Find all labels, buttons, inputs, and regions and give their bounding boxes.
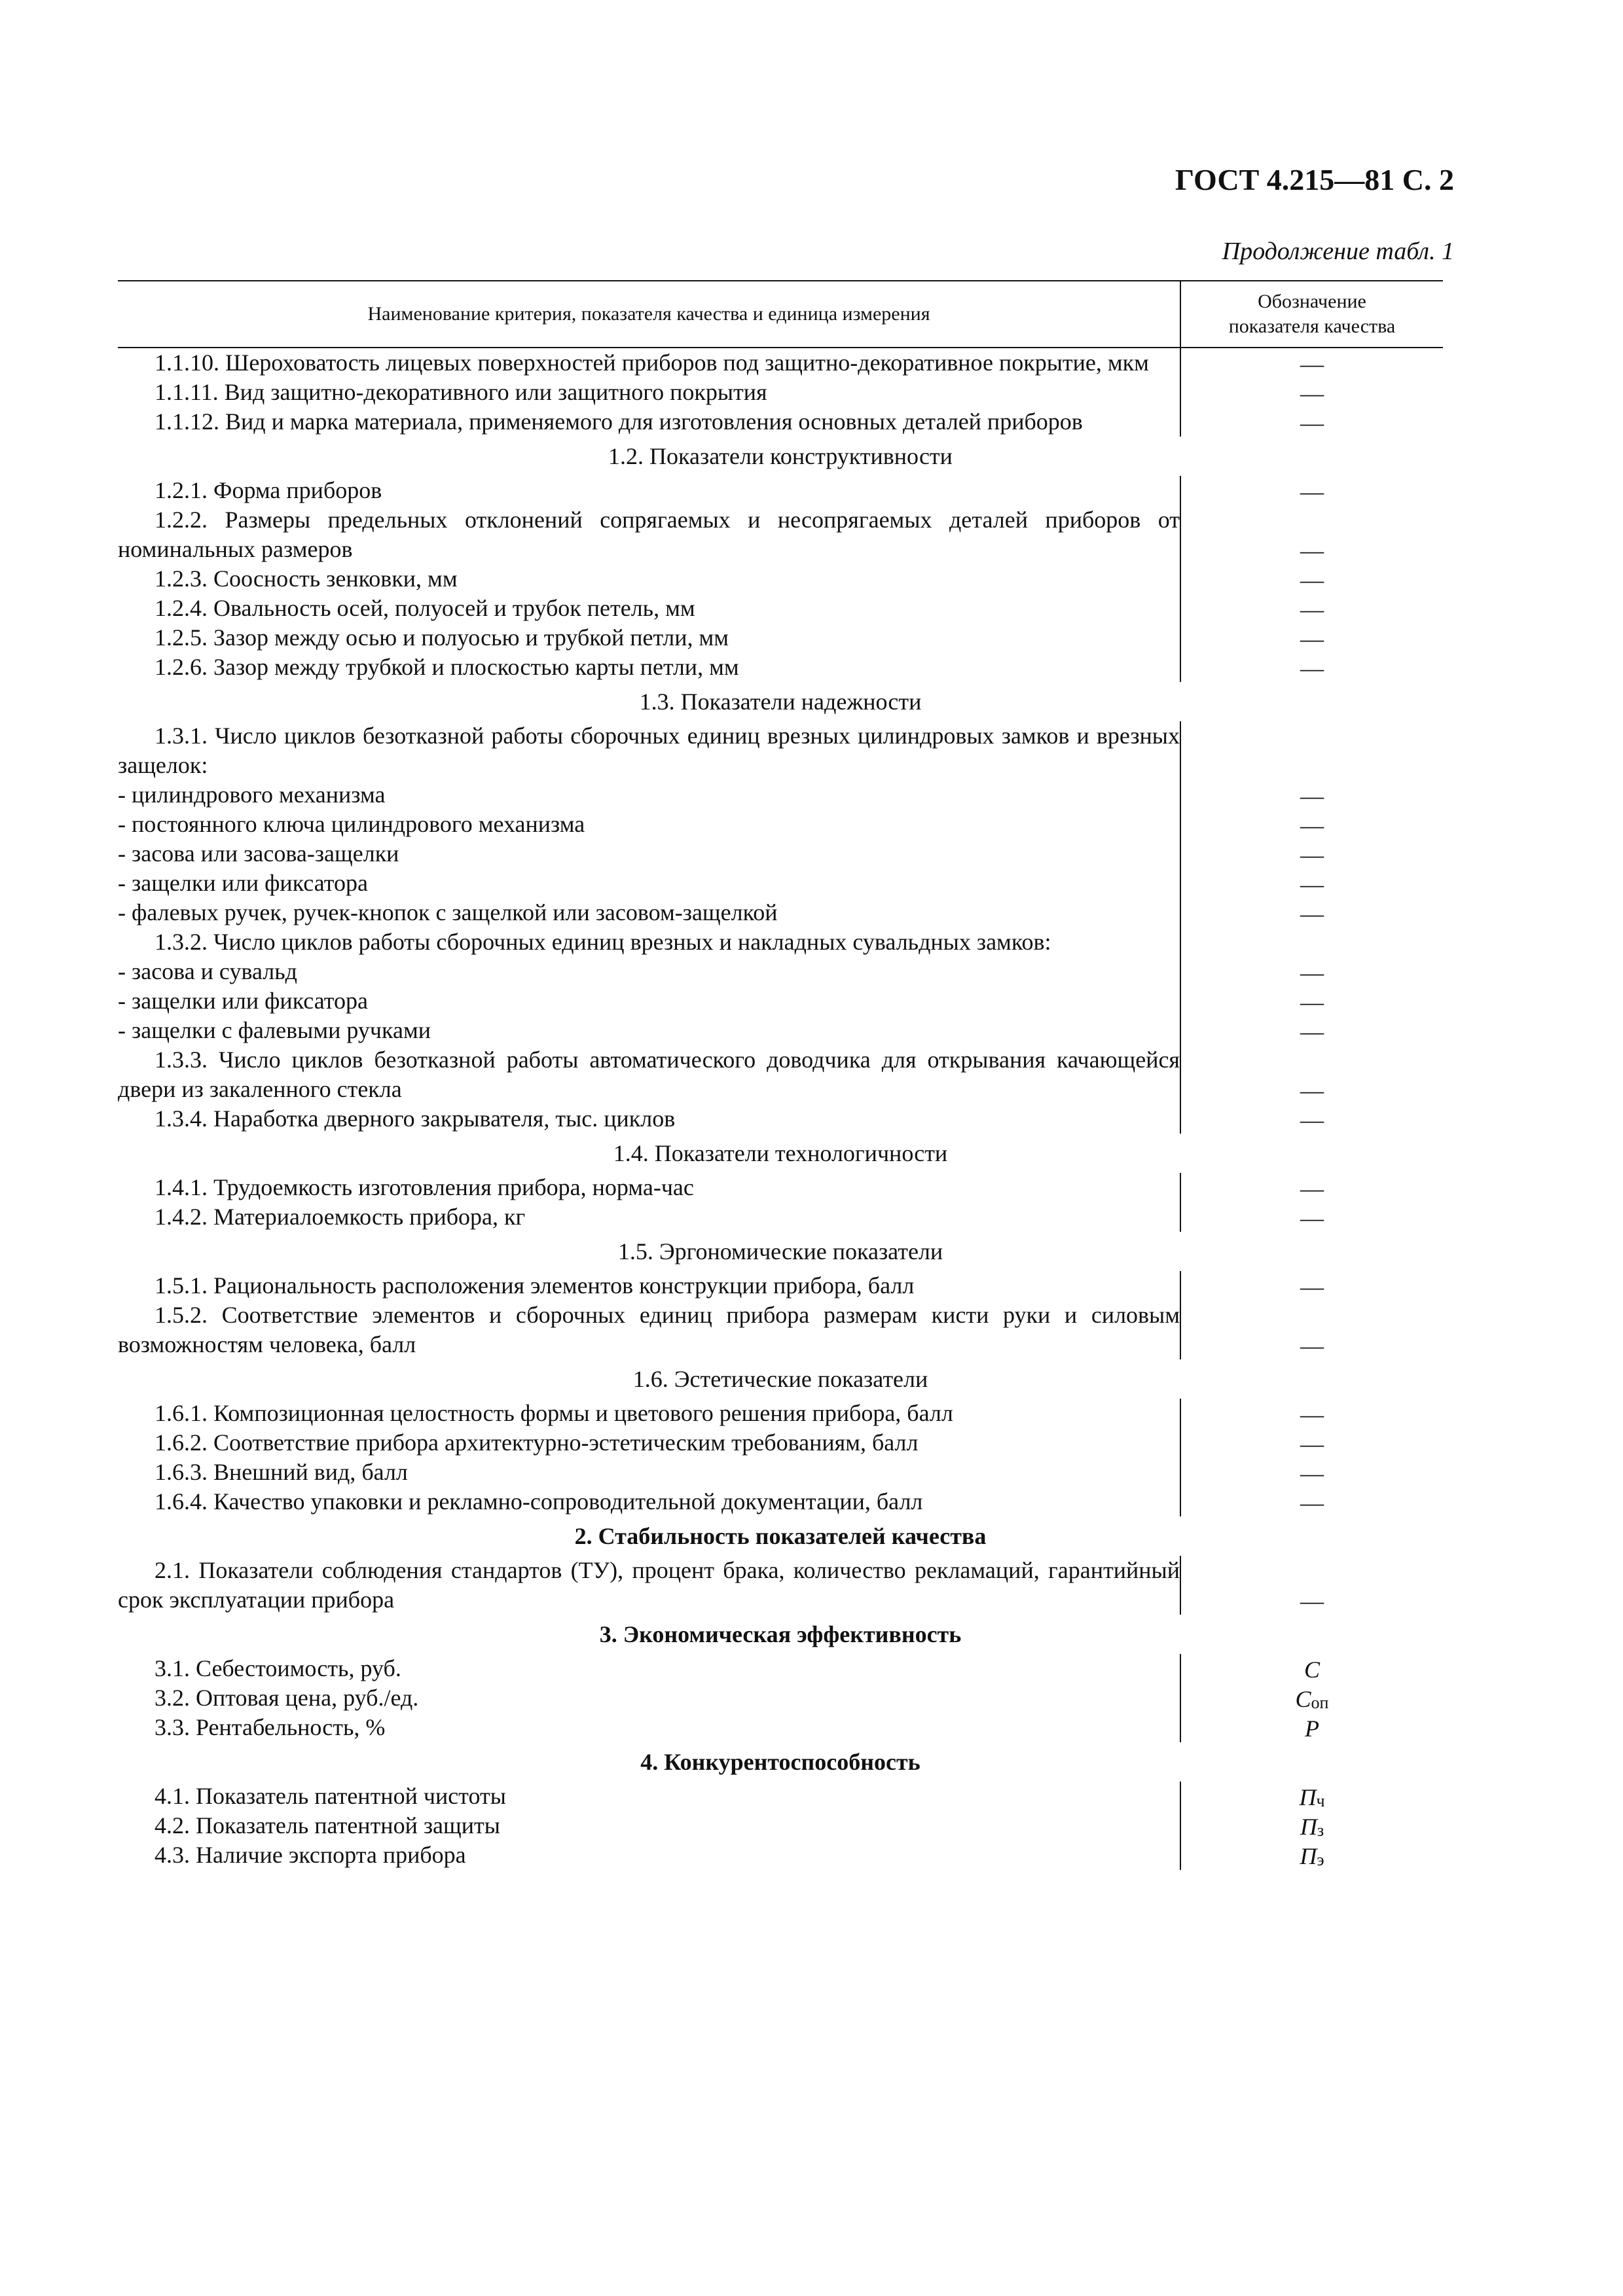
column-header-code-line2: показателя качества <box>1228 315 1396 337</box>
indicator-name: 1.1.12. Вид и марка материала, применяемого для изготовления основных деталей приборов <box>155 408 1083 435</box>
indicator-name: 4.3. Наличие экспорта прибора <box>155 1842 466 1868</box>
section-title: 1.6. Эстетические показатели <box>632 1366 928 1392</box>
indicator-code <box>1180 1683 1443 1713</box>
indicator-name: 1.1.10. Шероховатость лицевых поверхностей приборов под защитно-декоративное покрытие, мкм <box>155 350 1149 376</box>
indicator-name: 4.1. Показатель патентной чистоты <box>155 1783 506 1809</box>
indicator-code-symbol: — <box>1300 1490 1324 1516</box>
indicator-code <box>1180 1271 1443 1300</box>
indicator-name: - засова или засова-защелки <box>118 840 399 867</box>
table-row <box>118 1458 1443 1487</box>
indicator-code <box>1180 1300 1443 1359</box>
continuation-label: Продолжение табл. 1 <box>1222 238 1454 265</box>
section-block <box>118 1782 1443 1870</box>
table-row <box>118 1202 1443 1232</box>
table-row <box>118 1104 1443 1134</box>
section-title: 1.4. Показатели технологичности <box>613 1140 948 1166</box>
indicator-code-symbol: — <box>1300 537 1324 564</box>
indicator-code <box>1180 378 1443 407</box>
indicator-code <box>1180 957 1443 986</box>
indicator-name: 1.5.1. Рациональность расположения элементов конструкции прибора, балл <box>155 1272 915 1299</box>
table-row <box>118 1428 1443 1458</box>
indicator-name: 1.2.2. Размеры предельных отклонений сопрягаемых и несопрягаемых деталей приборов от номинальных размеров <box>118 507 1180 562</box>
indicator-name: 1.6.2. Соответствие прибора архитектурно-эстетическим требованиям, балл <box>155 1429 919 1456</box>
indicator-code <box>1180 869 1443 898</box>
indicator-code <box>1180 623 1443 653</box>
indicator-code <box>1180 1713 1443 1742</box>
indicator-code-symbol: — <box>1300 842 1324 868</box>
indicator-code-symbol: П <box>1299 1784 1317 1810</box>
indicator-code-symbol: — <box>1300 1107 1324 1133</box>
indicator-name: - цилиндрового механизма <box>118 781 386 808</box>
indicator-name: 1.1.11. Вид защитно-декоративного или защитного покрытия <box>155 379 767 405</box>
indicator-code-symbol: C <box>1304 1657 1320 1683</box>
indicator-code-symbol: C <box>1295 1686 1311 1712</box>
indicator-code <box>1180 839 1443 869</box>
indicator-code <box>1180 1045 1443 1104</box>
indicator-name: 1.2.3. Соосность зенковки, мм <box>155 565 458 592</box>
table-row <box>118 623 1443 653</box>
indicator-code-symbol: — <box>1300 812 1324 838</box>
section-block <box>118 1173 1443 1232</box>
indicator-name: - засова и сувальд <box>118 958 297 984</box>
page-header: ГОСТ 4.215—81 С. 2 <box>1175 163 1454 196</box>
indicator-code-symbol: — <box>1300 960 1324 986</box>
indicator-code <box>1180 1487 1443 1516</box>
indicator-code-symbol: П <box>1300 1843 1317 1869</box>
indicator-code-subscript: ч <box>1316 1791 1325 1810</box>
indicator-name: 3.2. Оптовая цена, руб./ед. <box>155 1685 419 1711</box>
table-row <box>118 898 1443 927</box>
indicator-name: 3.1. Себестоимость, руб. <box>155 1655 401 1681</box>
indicator-code <box>1180 476 1443 505</box>
indicator-name: 1.3.4. Наработка дверного закрывателя, тыс. циклов <box>155 1105 676 1132</box>
indicator-code-symbol: — <box>1300 1588 1324 1614</box>
indicator-code-symbol: — <box>1300 655 1324 681</box>
table-row <box>118 1016 1443 1045</box>
indicator-name: 1.2.4. Овальность осей, полуосей и трубок петель, мм <box>155 595 695 621</box>
column-header-code-line1: Обозначение <box>1258 291 1366 312</box>
indicator-code <box>1180 986 1443 1016</box>
indicator-code <box>1180 407 1443 437</box>
table-body <box>118 348 1443 1870</box>
table-row <box>118 594 1443 623</box>
section-title: 4. Конкурентоспособность <box>640 1749 921 1775</box>
table-header <box>118 280 1443 348</box>
indicator-code-symbol: — <box>1300 1077 1324 1103</box>
indicator-code-symbol: — <box>1300 1018 1324 1045</box>
indicator-code <box>1180 721 1443 780</box>
indicator-code-symbol: — <box>1300 567 1324 593</box>
table-row <box>118 1713 1443 1742</box>
indicator-name: 1.6.1. Композиционная целостность формы и цветового решения прибора, балл <box>155 1400 953 1426</box>
table-row <box>118 1683 1443 1713</box>
table-row <box>118 1173 1443 1202</box>
indicator-code-symbol: P <box>1305 1715 1319 1742</box>
section-title: 1.2. Показатели конструктивности <box>608 443 953 469</box>
indicator-code-symbol: — <box>1300 1274 1324 1300</box>
table-row <box>118 780 1443 810</box>
table-row <box>118 1045 1443 1104</box>
table-row <box>118 505 1443 564</box>
indicator-code-symbol: — <box>1300 351 1324 377</box>
table-row <box>118 564 1443 594</box>
indicator-code-subscript: э <box>1317 1850 1324 1869</box>
indicator-name: - защелки или фиксатора <box>118 870 368 896</box>
column-header-code <box>1180 281 1443 347</box>
indicator-code-symbol: — <box>1300 989 1324 1015</box>
table-row <box>118 1840 1443 1870</box>
section-title: 2. Стабильность показателей качества <box>574 1523 987 1549</box>
indicator-code-subscript: з <box>1317 1821 1324 1840</box>
indicator-code <box>1180 810 1443 839</box>
indicator-code-symbol: — <box>1300 1205 1324 1231</box>
indicator-code <box>1180 927 1443 957</box>
indicator-code <box>1180 564 1443 594</box>
table-row <box>118 407 1443 437</box>
indicator-name: 1.5.2. Соответствие элементов и сборочных единиц прибора размерам кисти руки и силовым возможностям человека, балл <box>118 1302 1180 1357</box>
section-title: 1.5. Эргономические показатели <box>617 1238 943 1265</box>
indicator-code <box>1180 348 1443 378</box>
indicator-code <box>1180 1104 1443 1134</box>
indicator-code <box>1180 1016 1443 1045</box>
table-row <box>118 653 1443 682</box>
table-row <box>118 869 1443 898</box>
indicator-code <box>1180 1428 1443 1458</box>
indicator-code-subscript: оп <box>1311 1693 1329 1712</box>
indicator-code-symbol: — <box>1300 901 1324 927</box>
section-block <box>118 721 1443 1134</box>
table-row <box>118 839 1443 869</box>
indicator-name: 1.3.2. Число циклов работы сборочных единиц врезных и накладных сувальдных замков: <box>155 929 1051 955</box>
indicator-name: 3.3. Рентабельность, % <box>155 1714 386 1740</box>
section-title: 1.3. Показатели надежности <box>639 689 922 715</box>
indicator-code-symbol: — <box>1300 1175 1324 1202</box>
indicator-code-symbol: — <box>1300 1333 1324 1359</box>
table-row <box>118 1811 1443 1840</box>
section-block <box>118 1654 1443 1742</box>
table-row <box>118 476 1443 505</box>
indicator-code <box>1180 898 1443 927</box>
indicator-code-symbol: — <box>1300 596 1324 622</box>
table-row <box>118 378 1443 407</box>
indicator-code-symbol: — <box>1300 1460 1324 1486</box>
column-header-name: Наименование критерия, показателя качества и единица измерения <box>367 303 930 325</box>
table-row <box>118 1399 1443 1428</box>
indicator-name: 1.2.6. Зазор между трубкой и плоскостью карты петли, мм <box>155 654 739 680</box>
indicator-code <box>1180 653 1443 682</box>
section-title: 3. Экономическая эффективность <box>599 1621 962 1647</box>
indicator-name: 1.6.3. Внешний вид, балл <box>155 1459 408 1485</box>
indicator-code-symbol: — <box>1300 478 1324 505</box>
indicator-name: - защелки с фалевыми ручками <box>118 1017 431 1043</box>
indicator-code-symbol: — <box>1300 1431 1324 1457</box>
section-block <box>118 348 1443 437</box>
indicator-name: - защелки или фиксатора <box>118 988 368 1014</box>
indicator-name: 1.4.2. Материалоемкость прибора, кг <box>155 1204 526 1230</box>
indicator-code-symbol: — <box>1300 783 1324 809</box>
table-row <box>118 721 1443 780</box>
indicator-name: 1.3.3. Число циклов безотказной работы автоматического доводчика для открывания качающейся двери из закаленного стекла <box>118 1047 1180 1102</box>
table-row <box>118 1556 1443 1615</box>
table-row <box>118 1271 1443 1300</box>
section-block <box>118 1556 1443 1615</box>
indicator-code-symbol: — <box>1300 626 1324 652</box>
indicator-name: 4.2. Показатель патентной защиты <box>155 1812 500 1839</box>
indicator-code <box>1180 1654 1443 1683</box>
indicator-code-symbol: — <box>1300 410 1324 436</box>
indicator-code <box>1180 1556 1443 1615</box>
indicator-code <box>1180 1811 1443 1840</box>
indicator-code <box>1180 1458 1443 1487</box>
indicator-name: 1.2.5. Зазор между осью и полуосью и трубкой петли, мм <box>155 624 729 651</box>
table-row <box>118 810 1443 839</box>
indicator-code <box>1180 1782 1443 1811</box>
indicator-name: 1.2.1. Форма приборов <box>155 477 382 503</box>
indicator-name: 1.4.1. Трудоемкость изготовления прибора, норма-час <box>155 1174 694 1200</box>
indicator-code <box>1180 1173 1443 1202</box>
quality-indicators-table <box>118 280 1443 1870</box>
indicator-name: 2.1. Показатели соблюдения стандартов (ТУ), процент брака, количество рекламаций, гарантийный срок эксплуатации прибора <box>118 1557 1180 1613</box>
indicator-code-symbol: — <box>1300 871 1324 897</box>
table-row <box>118 1654 1443 1683</box>
table-row <box>118 927 1443 957</box>
indicator-code <box>1180 1399 1443 1428</box>
indicator-name: 1.3.1. Число циклов безотказной работы сборочных единиц врезных цилиндровых замков и врезных защелок: <box>118 723 1180 778</box>
indicator-name: 1.6.4. Качество упаковки и рекламно-сопроводительной документации, балл <box>155 1488 923 1515</box>
table-row <box>118 348 1443 378</box>
indicator-code-symbol: П <box>1300 1814 1317 1840</box>
table-row <box>118 957 1443 986</box>
table-row <box>118 986 1443 1016</box>
indicator-code <box>1180 594 1443 623</box>
indicator-name: - фалевых ручек, ручек-кнопок с защелкой или засовом-защелкой <box>118 899 778 925</box>
indicator-code <box>1180 1202 1443 1232</box>
table-row <box>118 1782 1443 1811</box>
indicator-code-symbol: — <box>1300 380 1324 406</box>
indicator-code <box>1180 780 1443 810</box>
table-row <box>118 1487 1443 1516</box>
section-block <box>118 1271 1443 1359</box>
indicator-code-symbol: — <box>1300 1401 1324 1427</box>
table-row <box>118 1300 1443 1359</box>
indicator-name: - постоянного ключа цилиндрового механизма <box>118 811 585 837</box>
indicator-code <box>1180 505 1443 564</box>
indicator-code <box>1180 1840 1443 1870</box>
section-block <box>118 1399 1443 1516</box>
section-block <box>118 476 1443 682</box>
